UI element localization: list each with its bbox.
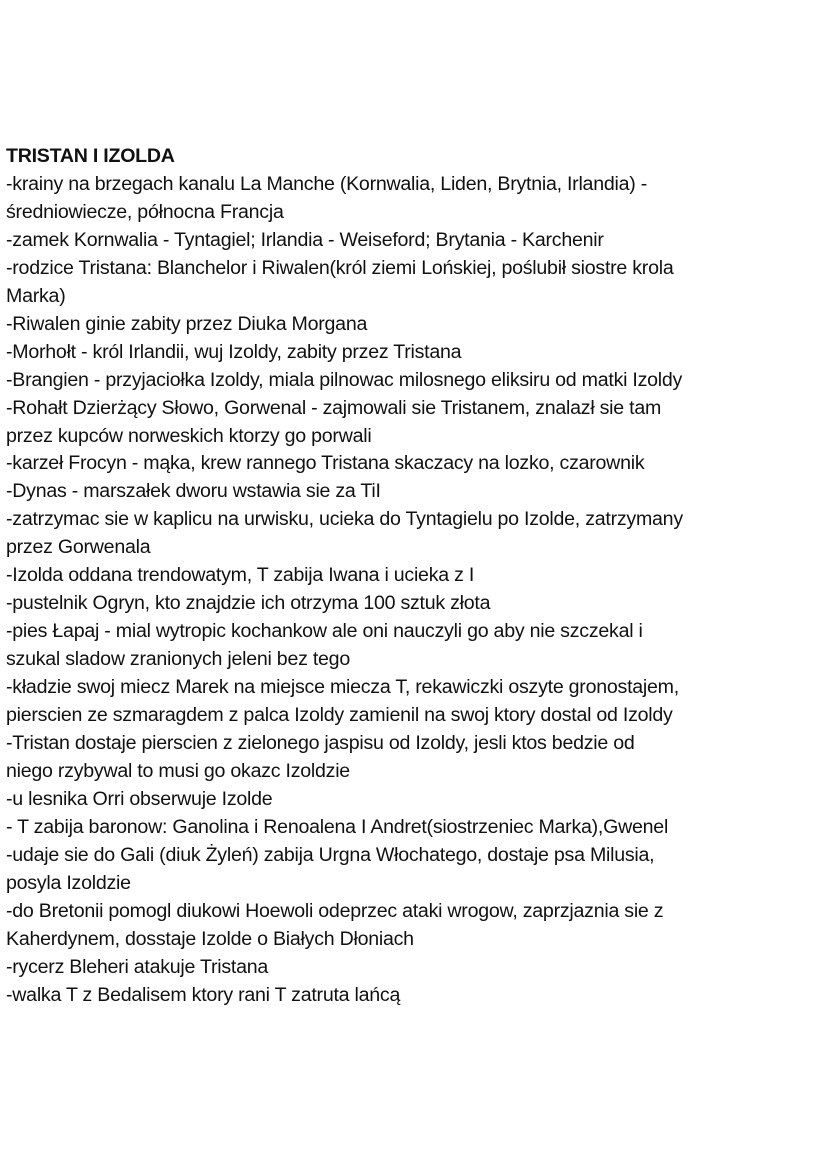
list-item — [6, 395, 824, 451]
list-item-line: -kładzie swoj miecz Marek na miejsce miecza T, rekawiczki oszyte gronostajem, — [6, 676, 679, 699]
list-item — [6, 618, 824, 674]
list-item-line: -pies Łapaj - mial wytropic kochankow ale oni nauczyli go aby nie szczekal i — [6, 620, 643, 643]
list-item-line: Kaherdynem, dosstaje Izolde o Białych Dłoniach — [6, 927, 414, 950]
list-item — [6, 786, 824, 814]
list-item — [6, 339, 824, 367]
list-item-line: -zamek Kornwalia - Tyntagiel; Irlandia - Weiseford; Brytania - Karchenir — [6, 228, 604, 251]
list-item-line: -udaje sie do Gali (diuk Żyleń) zabija Urgna Włochatego, dostaje psa Milusia, — [6, 843, 655, 866]
list-item — [6, 982, 824, 1010]
list-item — [6, 842, 824, 898]
document-title: TRISTAN I IZOLDA — [6, 145, 175, 167]
list-item-line: -karzeł Frocyn - mąka, krew rannego Tristana skaczacy na lozko, czarownik — [6, 452, 645, 475]
list-item-line: -Morhołt - król Irlandii, wuj Izoldy, zabity przez Tristana — [6, 340, 462, 363]
list-item-line: -Dynas - marszałek dworu wstawia sie za TiI — [6, 480, 381, 503]
list-item — [6, 506, 824, 562]
notes-list — [6, 171, 824, 1010]
list-item-line: -do Bretonii pomogl diukowi Hoewoli odeprzec ataki wrogow, zaprzjaznia sie z — [6, 899, 664, 922]
document-body — [6, 143, 824, 1010]
list-item-line: -walka T z Bedalisem ktory rani T zatruta lańcą — [6, 983, 401, 1006]
list-item-line: szukal sladow zranionych jeleni bez tego — [6, 648, 350, 671]
list-item — [6, 814, 824, 842]
list-item — [6, 227, 824, 255]
list-item-line: -zatrzymac sie w kaplicu na urwisku, ucieka do Tyntagielu po Izolde, zatrzymany — [6, 508, 683, 531]
list-item — [6, 255, 824, 311]
list-item — [6, 171, 824, 227]
list-item — [6, 450, 824, 478]
list-item — [6, 590, 824, 618]
list-item — [6, 562, 824, 590]
list-item-line: przez kupców norweskich ktorzy go porwali — [6, 424, 372, 447]
list-item-line: -Izolda oddana trendowatym, T zabija Iwana i ucieka z I — [6, 564, 475, 587]
list-item-line: -Brangien - przyjaciołka Izoldy, miala pilnowac milosnego eliksiru od matki Izoldy — [6, 368, 683, 391]
list-item — [6, 478, 824, 506]
list-item-line: Marka) — [6, 284, 66, 307]
list-item-line: -Rohałt Dzierżący Słowo, Gorwenal - zajmowali sie Tristanem, znalazł sie tam — [6, 396, 662, 419]
list-item-line: niego rzybywal to musi go okazc Izoldzie — [6, 759, 350, 782]
list-item-line: -rycerz Bleheri atakuje Tristana — [6, 955, 269, 978]
list-item — [6, 730, 824, 786]
list-item — [6, 898, 824, 954]
list-item — [6, 674, 824, 730]
list-item-line: -Riwalen ginie zabity przez Diuka Morgana — [6, 312, 368, 335]
list-item-line: posyla Izoldzie — [6, 871, 131, 894]
list-item-line: -rodzice Tristana: Blanchelor i Riwalen(król ziemi Lońskiej, poślubił siostre krola — [6, 256, 674, 279]
list-item — [6, 954, 824, 982]
list-item — [6, 311, 824, 339]
list-item — [6, 367, 824, 395]
list-item-line: przez Gorwenala — [6, 536, 151, 559]
list-item-line: pierscien ze szmaragdem z palca Izoldy zamienil na swoj ktory dostal od Izoldy — [6, 704, 673, 727]
list-item-line: -u lesnika Orri obserwuje Izolde — [6, 787, 273, 810]
list-item-line: -Tristan dostaje pierscien z zielonego jaspisu od Izoldy, jesli ktos bedzie od — [6, 732, 635, 755]
list-item-line: -pustelnik Ogryn, kto znajdzie ich otrzyma 100 sztuk złota — [6, 592, 491, 615]
list-item-line: - T zabija baronow: Ganolina i Renoalena I Andret(siostrzeniec Marka),Gwenel — [6, 815, 669, 838]
list-item-line: średniowiecze, północna Francja — [6, 200, 284, 223]
list-item-line: -krainy na brzegach kanalu La Manche (Kornwalia, Liden, Brytnia, Irlandia) - — [6, 172, 647, 195]
